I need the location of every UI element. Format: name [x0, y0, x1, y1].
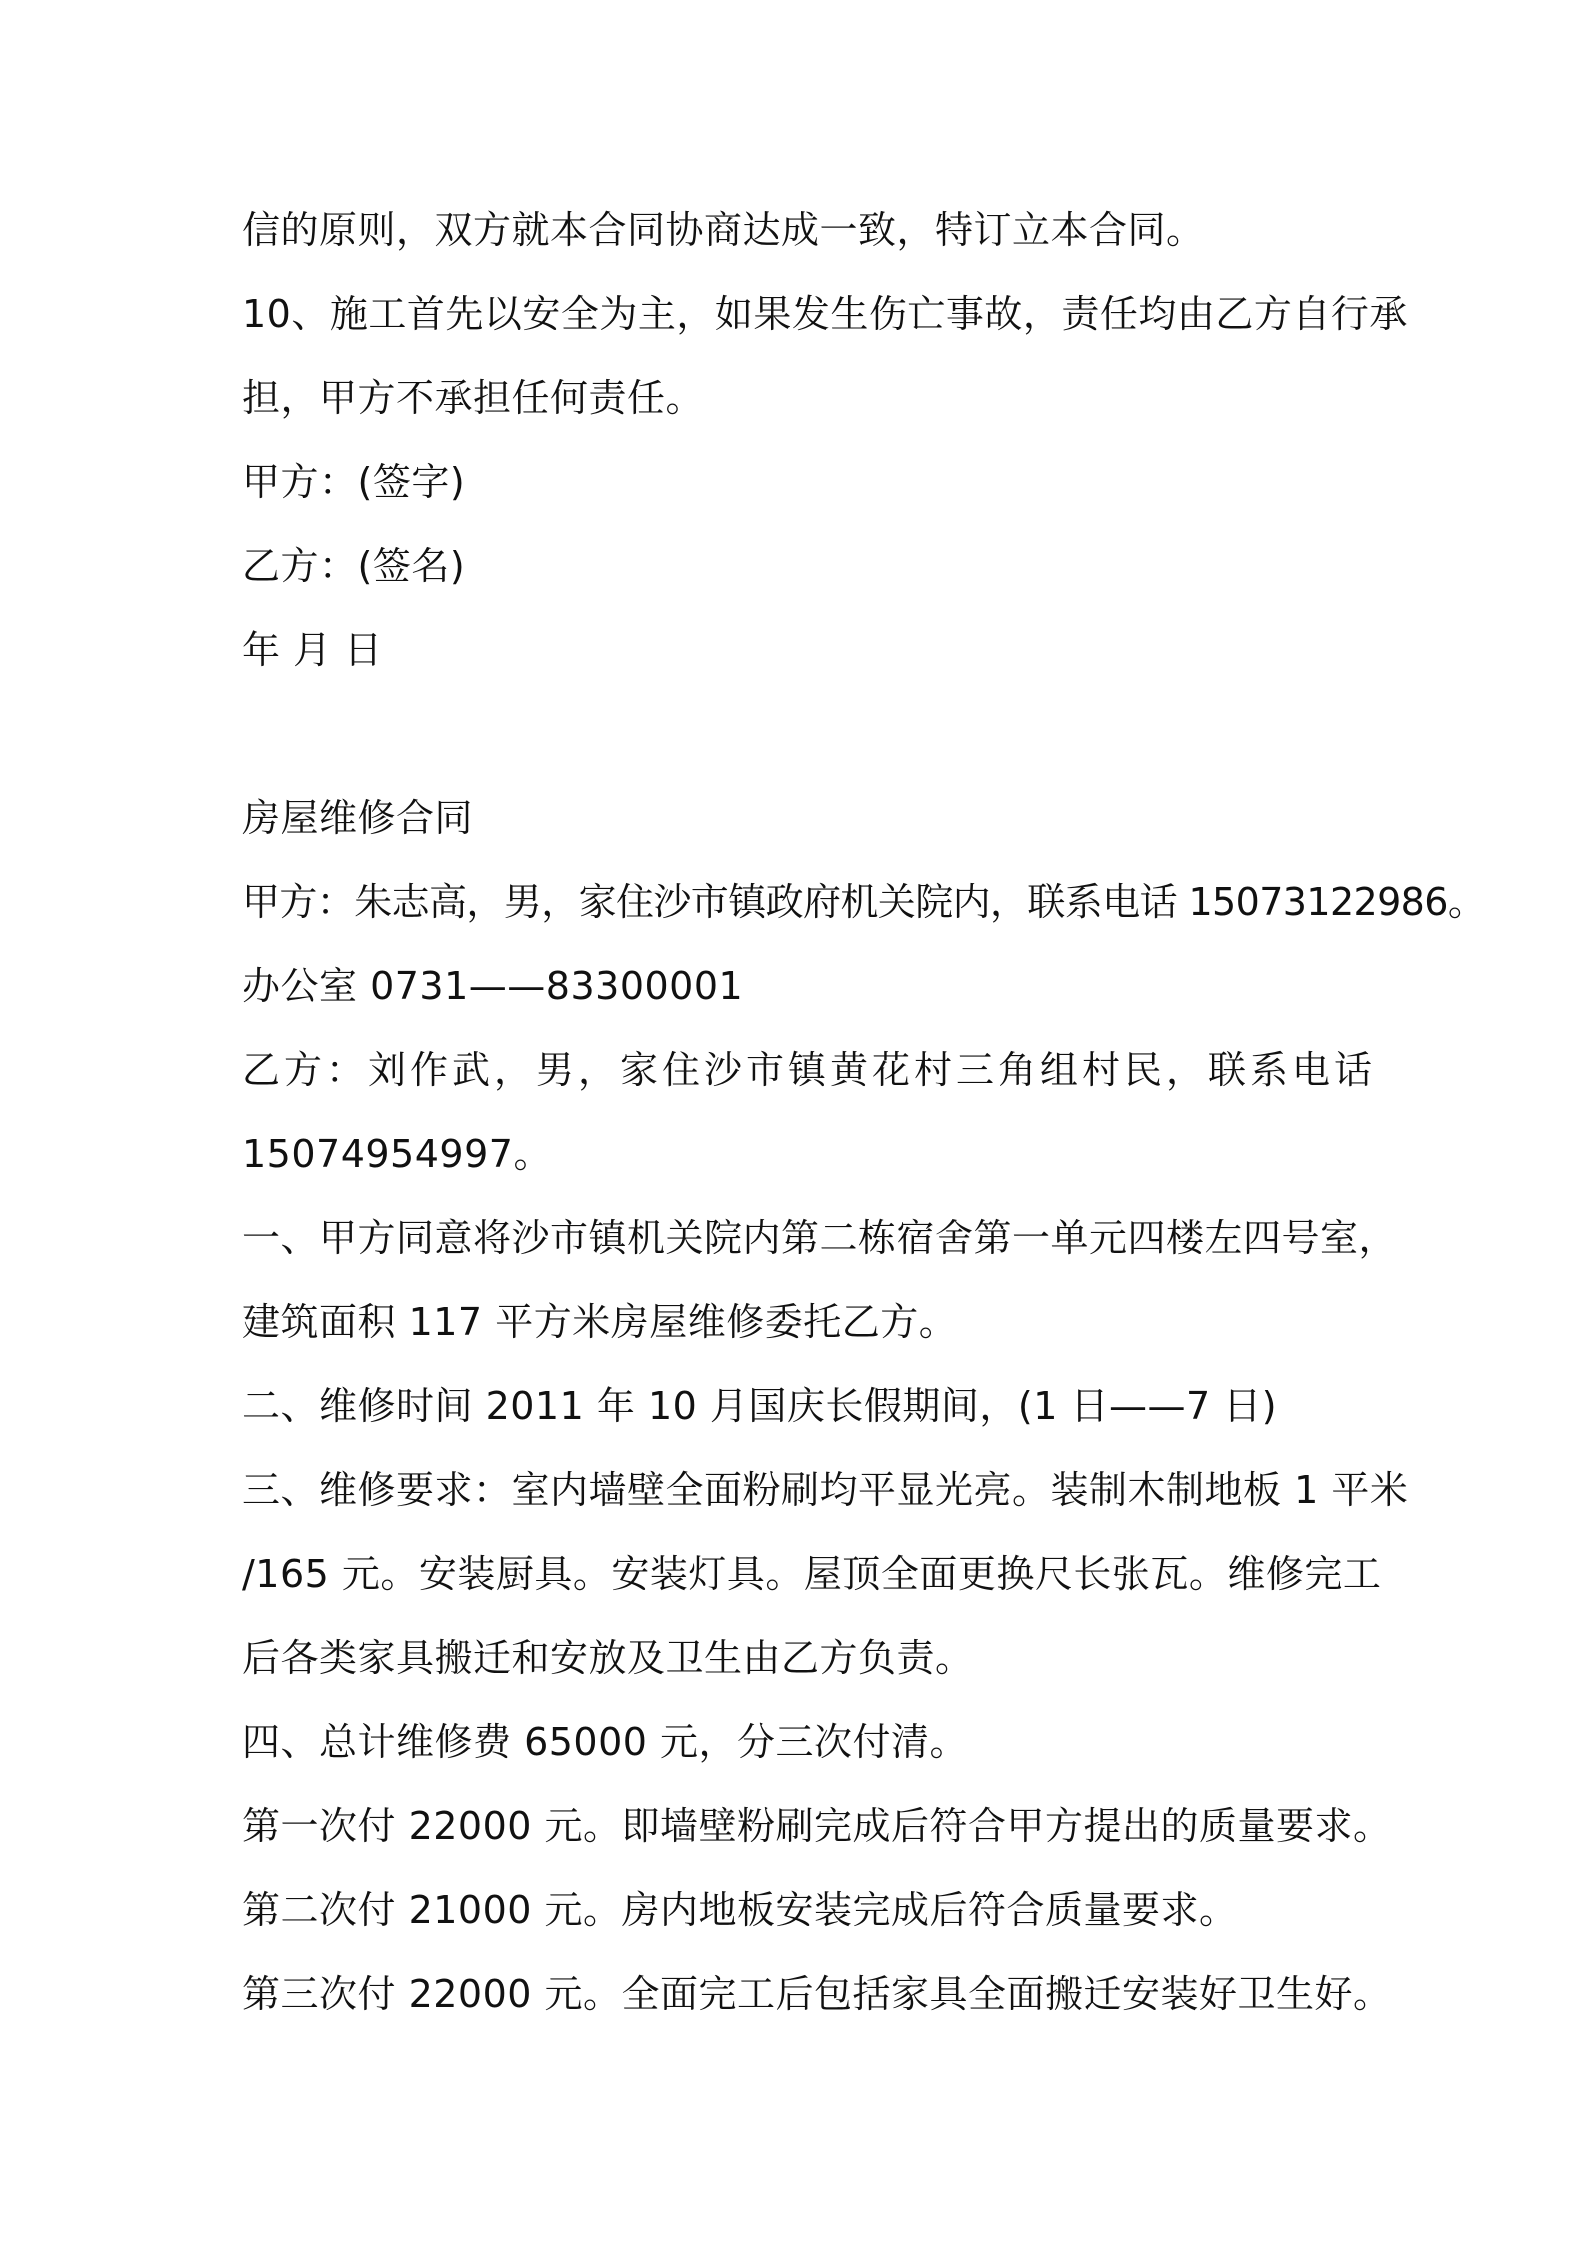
party-a-signature-line: 甲方：(签字)	[242, 460, 466, 504]
clause-three-line: 三、维修要求：室内墙壁全面粉刷均平显光亮。装制木制地板 1 平米	[242, 1468, 1409, 1512]
text-line: /165 元。安装厨具。安装灯具。屋顶全面更换尺长张瓦。维修完工	[242, 1552, 1382, 1596]
payment-three-line: 第三次付 22000 元。全面完工后包括家具全面搬迁安装好卫生好。	[242, 1972, 1392, 2016]
text-line: 甲方：朱志高，男，家住沙市镇政府机关院内，联系电话 15073122986。	[242, 880, 1486, 924]
contract-title: 房屋维修合同	[242, 796, 474, 840]
text-line: 办公室 0731——83300001	[242, 964, 744, 1008]
clause-two-line: 二、维修时间 2011 年 10 月国庆长假期间，(1 日——7 日)	[242, 1384, 1278, 1428]
payment-two-line: 第二次付 21000 元。房内地板安装完成后符合质量要求。	[242, 1888, 1238, 1932]
payment-one-line: 第一次付 22000 元。即墙壁粉刷完成后符合甲方提出的质量要求。	[242, 1804, 1392, 1848]
date-line: 年 月 日	[242, 628, 383, 672]
text-line: 10、施工首先以安全为主，如果发生伤亡事故，责任均由乙方自行承	[242, 292, 1408, 336]
text-line: 15074954997。	[242, 1132, 552, 1176]
clause-one-line: 一、甲方同意将沙市镇机关院内第二栋宿舍第一单元四楼左四号室，	[242, 1216, 1398, 1260]
text-line: 建筑面积 117 平方米房屋维修委托乙方。	[242, 1300, 958, 1344]
clause-four-line: 四、总计维修费 65000 元，分三次付清。	[242, 1720, 969, 1764]
party-b-signature-line: 乙方：(签名)	[242, 544, 466, 588]
text-line: 信的原则，双方就本合同协商达成一致，特订立本合同。	[242, 208, 1205, 252]
text-line: 担，甲方不承担任何责任。	[242, 376, 705, 420]
text-line: 乙方：刘作武，男，家住沙市镇黄花村三角组村民，联系电话	[242, 1048, 1377, 1092]
text-line: 后各类家具搬迁和安放及卫生由乙方负责。	[242, 1636, 974, 1680]
